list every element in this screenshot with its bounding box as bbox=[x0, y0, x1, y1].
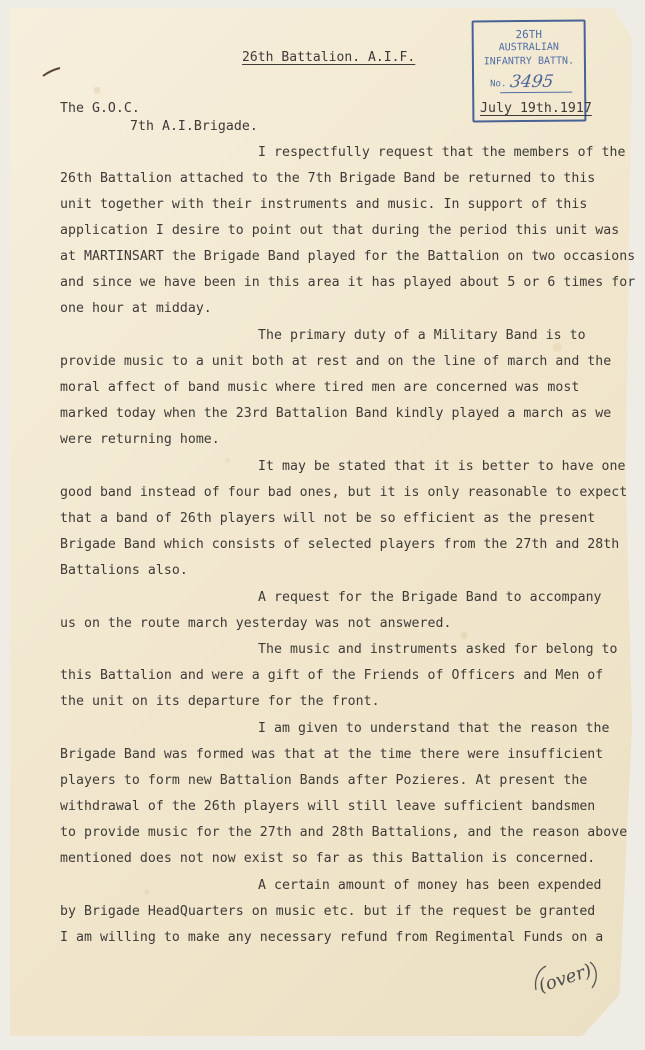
body-line: to provide music for the 27th and 28th Battalions, and the reason above bbox=[60, 825, 628, 840]
body-line: A request for the Brigade Band to accompany bbox=[258, 590, 602, 605]
pen-mark-icon bbox=[42, 66, 62, 78]
body-line: Brigade Band which consists of selected players from the 27th and 28th bbox=[60, 537, 620, 552]
body-line: It may be stated that it is better to have one bbox=[258, 459, 626, 474]
body-line: this Battalion and were a gift of the Friends of Officers and Men of bbox=[60, 668, 604, 683]
letter-date: July 19th.1917 bbox=[480, 101, 592, 116]
body-line: us on the route march yesterday was not answered. bbox=[60, 616, 452, 631]
body-line: by Brigade HeadQuarters on music etc. but if the request be granted bbox=[60, 904, 596, 919]
addressee-line-1: The G.O.C. bbox=[60, 101, 140, 116]
body-line: 26th Battalion attached to the 7th Brigade Band be returned to this bbox=[60, 171, 596, 186]
body-line: and since we have been in this area it has played about 5 or 6 times for bbox=[60, 275, 636, 290]
body-line: were returning home. bbox=[60, 432, 220, 447]
stamp-line-1: 26TH bbox=[515, 27, 542, 42]
body-line: provide music to a unit both at rest and on the line of march and the bbox=[60, 354, 612, 369]
stamp-no-label: No. bbox=[490, 79, 507, 90]
stamp-number: 3495 bbox=[508, 71, 555, 93]
body-line: application I desire to point out that during the period this unit was bbox=[60, 223, 620, 238]
body-line: unit together with their instruments and music. In support of this bbox=[60, 197, 588, 212]
body-line: mentioned does not now exist so far as this Battalion is concerned. bbox=[60, 851, 596, 866]
body-line: The music and instruments asked for belong to bbox=[258, 642, 618, 657]
body-line: Battalions also. bbox=[60, 563, 188, 578]
body-line: moral affect of band music where tired men are concerned was most bbox=[60, 380, 580, 395]
body-line: one hour at midday. bbox=[60, 301, 212, 316]
document-heading: 26th Battalion. A.I.F. bbox=[242, 50, 416, 65]
handwritten-note: (over) bbox=[536, 960, 595, 997]
stamp-rule bbox=[500, 92, 572, 94]
body-line: withdrawal of the 26th players will still leave sufficient bandsmen bbox=[60, 799, 596, 814]
body-line: marked today when the 23rd Battalion Band kindly played a march as we bbox=[60, 406, 612, 421]
body-line: A certain amount of money has been expended bbox=[258, 878, 602, 893]
body-line: players to form new Battalion Bands after Pozieres. At present the bbox=[60, 773, 588, 788]
body-line: Brigade Band was formed was that at the time there were insufficient bbox=[60, 747, 604, 762]
body-line: good band instead of four bad ones, but it is only reasonable to expect bbox=[60, 485, 628, 500]
body-line: at MARTINSART the Brigade Band played for the Battalion on two occasions bbox=[60, 249, 636, 264]
stamp-line-2: AUSTRALIAN bbox=[498, 41, 559, 54]
body-line: I am given to understand that the reason the bbox=[258, 721, 610, 736]
body-line: The primary duty of a Military Band is to bbox=[258, 328, 586, 343]
body-line: that a band of 26th players will not be so efficient as the present bbox=[60, 511, 596, 526]
body-line: I am willing to make any necessary refund from Regimental Funds on a bbox=[60, 930, 604, 945]
addressee-line-2: 7th A.I.Brigade. bbox=[130, 119, 258, 134]
stamp-line-3: INFANTRY BATTN. bbox=[483, 55, 575, 68]
body-line: the unit on its departure for the front. bbox=[60, 694, 380, 709]
body-line: I respectfully request that the members of the bbox=[258, 145, 626, 160]
